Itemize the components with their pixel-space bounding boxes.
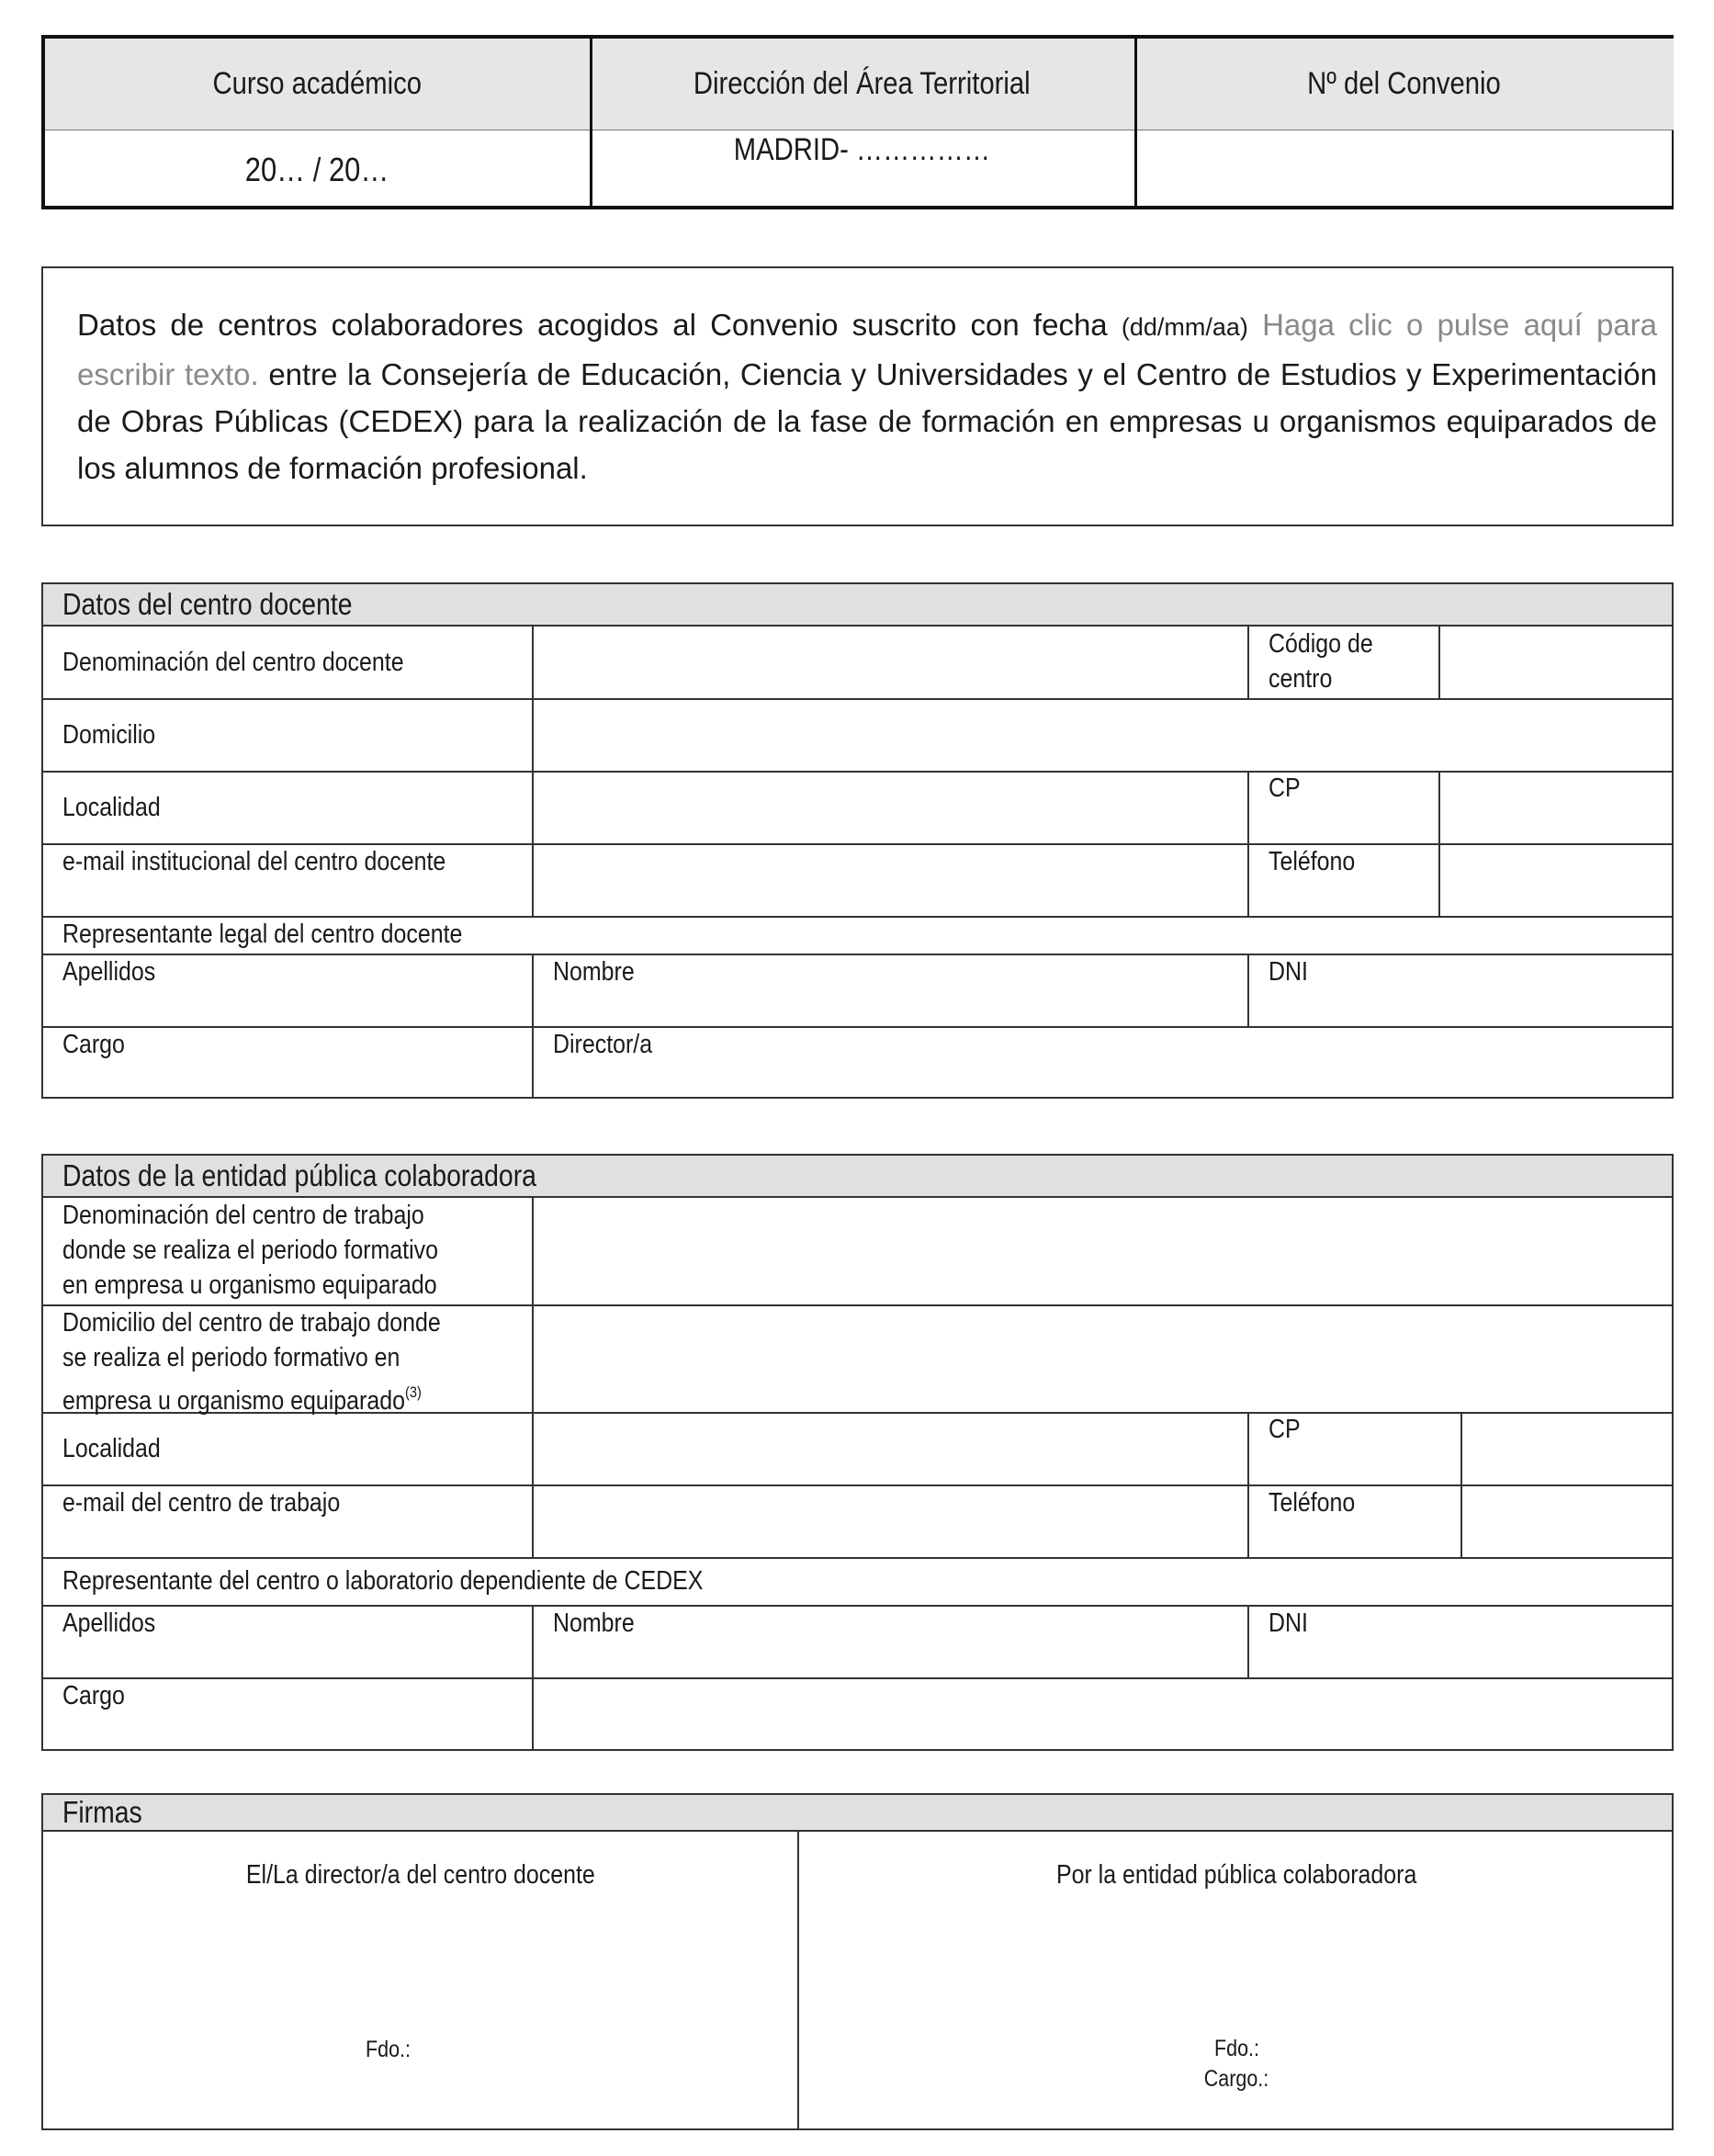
col-divider: [1247, 954, 1249, 1027]
label-apellidos: Apellidos: [62, 957, 156, 987]
header-divider: [1134, 39, 1137, 206]
header-area-label: Dirección del Área Territorial: [590, 39, 1134, 130]
label-email: e-mail del centro de trabajo: [62, 1488, 341, 1518]
header-divider: [590, 39, 592, 206]
entidad-domicilio-input[interactable]: [532, 1305, 1672, 1410]
signature-left-fdo: Fdo.:: [365, 2037, 411, 2062]
date-input-placeholder[interactable]: Haga clic o pulse aquí para escribir texto.: [77, 308, 1658, 391]
label-cp: CP: [1269, 1415, 1301, 1444]
label-dni: DNI: [1269, 1609, 1308, 1638]
label-localidad: Localidad: [62, 1434, 161, 1463]
signatures-table: [41, 1793, 1674, 2130]
entidad-email-input[interactable]: [532, 1485, 1245, 1555]
label-codigo-centro: Código de centro: [1269, 629, 1373, 694]
signature-left-title: El/La director/a del centro docente: [245, 1860, 595, 1890]
col-divider: [1247, 771, 1249, 917]
signature-right-cargo: Cargo.:: [1203, 2066, 1269, 2092]
label-representante: Representante del centro o laboratorio dependiente de CEDEX: [62, 1566, 704, 1596]
header-area-value[interactable]: MADRID- ……………: [733, 132, 991, 167]
label-cargo: Cargo: [62, 1681, 125, 1710]
label-email: e-mail institucional del centro docente: [62, 847, 446, 876]
label-cp: CP: [1269, 773, 1301, 803]
signature-right-fdo: Fdo.: Cargo.:: [799, 2034, 1674, 2094]
row-divider: [43, 1026, 1672, 1028]
telefono-input[interactable]: [1438, 844, 1672, 914]
col-divider: [1247, 1605, 1249, 1678]
email-input[interactable]: [532, 844, 1245, 914]
entidad-telefono-input[interactable]: [1460, 1485, 1672, 1555]
header-course-label: Curso académico: [45, 39, 590, 130]
entidad-cargo-input[interactable]: [532, 1677, 1672, 1749]
label-denominacion: Denominación del centro docente: [62, 648, 404, 677]
label-dni: DNI: [1269, 957, 1308, 987]
col-divider: [1247, 1412, 1249, 1558]
entidad-cp-input[interactable]: [1460, 1413, 1672, 1483]
label-telefono: Teléfono: [1269, 847, 1356, 876]
label-nombre: Nombre: [553, 1609, 635, 1638]
col-divider: [532, 954, 534, 1099]
label-representante: Representante legal del centro docente: [62, 920, 463, 949]
label-domicilio: Domicilio: [62, 720, 156, 750]
label-telefono: Teléfono: [1269, 1488, 1356, 1518]
footnote-marker: (3): [404, 1383, 422, 1401]
label-localidad: Localidad: [62, 793, 161, 822]
section-title: Firmas: [43, 1795, 1672, 1832]
label-apellidos: Apellidos: [62, 1609, 156, 1638]
localidad-input[interactable]: [532, 772, 1245, 841]
date-format-hint: (dd/mm/aa): [1121, 313, 1248, 341]
row-divider: [43, 1605, 1672, 1607]
header-agreement-value[interactable]: [1134, 130, 1674, 209]
label-nombre: Nombre: [553, 957, 635, 987]
header-agreement-label: Nº del Convenio: [1134, 39, 1674, 130]
header-table: [41, 35, 1674, 209]
intro-text-after: entre la Consejería de Educación, Ciencia y Universidades y el Centro de Estudios y Experimentación de Obras Públicas (CEDEX) para la realización de la fase de formación en empresas u organismos equiparados de los alumnos de formación profesional.: [77, 357, 1657, 485]
col-divider: [1247, 626, 1249, 699]
label-denominacion: Denominación del centro de trabajo donde se realiza el periodo formativo en empresa u organismo equiparado: [62, 1201, 438, 1300]
cargo-value: Director/a: [553, 1030, 653, 1059]
section-title: Datos de la entidad pública colaboradora: [43, 1156, 1672, 1198]
agreement-intro: [41, 266, 1674, 526]
cp-input[interactable]: [1438, 772, 1672, 841]
label-cargo: Cargo: [62, 1030, 125, 1059]
signature-right-title: Por la entidad pública colaboradora: [1055, 1860, 1417, 1890]
domicilio-input[interactable]: [532, 699, 1672, 769]
entidad-denominacion-input[interactable]: [532, 1198, 1672, 1303]
entidad-localidad-input[interactable]: [532, 1413, 1245, 1483]
row-divider: [43, 1557, 1672, 1559]
section-title: Datos del centro docente: [43, 584, 1672, 626]
codigo-centro-input[interactable]: [1438, 626, 1672, 696]
intro-text-before: Datos de centros colaboradores acogidos al Convenio suscrito con fecha: [77, 308, 1108, 342]
header-course-value[interactable]: 20… / 20…: [245, 151, 389, 188]
denominacion-input[interactable]: [532, 626, 1245, 696]
row-divider: [43, 954, 1672, 955]
label-domicilio: Domicilio del centro de trabajo donde se realiza el periodo formativo en empresa u organismo equiparado$^{(3)}$: [62, 1308, 441, 1416]
